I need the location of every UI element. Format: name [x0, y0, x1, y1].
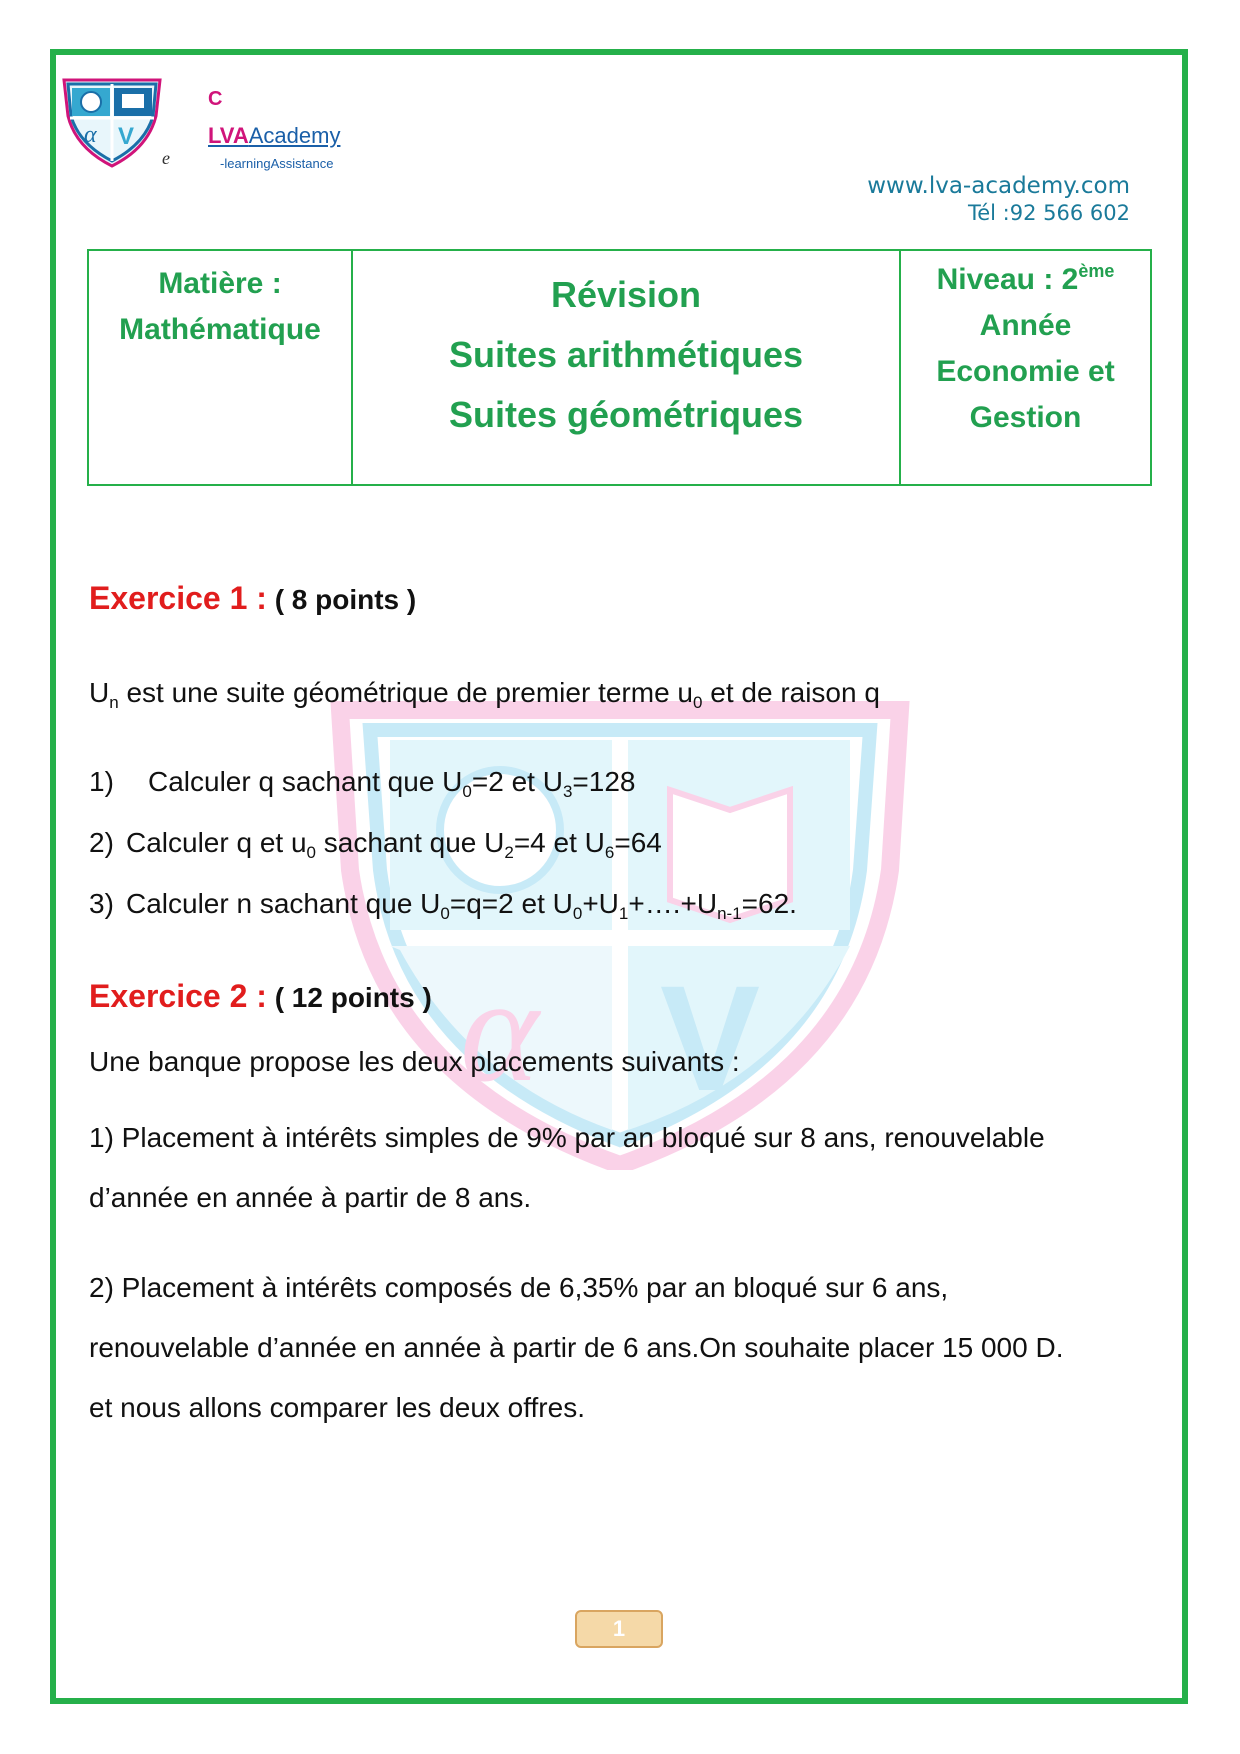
page-number-badge: 1	[575, 1610, 663, 1648]
svg-text:α: α	[84, 122, 97, 148]
text-run: Calculer q et u	[126, 827, 307, 858]
exercise-2-title: Exercice 2 :	[89, 978, 267, 1014]
exercise-2-p2-line-1: 2) Placement à intérêts composés de 6,35% par an bloqué sur 6 ans,	[89, 1272, 949, 1303]
subscript: 1	[618, 904, 629, 923]
exercise-2-p2-line-3: et nous allons comparer les deux offres.	[89, 1392, 585, 1423]
exercise-1-question-2	[89, 827, 662, 862]
contact-block	[867, 173, 1130, 225]
subscript: 0	[440, 904, 450, 923]
subscript: 6	[604, 843, 615, 862]
subscript: 2	[504, 843, 514, 862]
exercise-1-question-1	[89, 766, 636, 801]
text-run: =64	[614, 827, 662, 858]
title-cell	[353, 251, 901, 484]
logo-name	[208, 123, 340, 149]
subscript: 3	[562, 782, 573, 801]
exercise-2-intro: Une banque propose les deux placements suivants :	[89, 1046, 740, 1077]
exercise-2-p1-line-2: d’année en année à partir de 8 ans.	[89, 1182, 532, 1213]
phone-number: Tél :92 566 602	[967, 201, 1130, 225]
logo-name-bold: LVA	[208, 123, 249, 148]
subscript: 0	[572, 904, 583, 923]
exercise-2-heading	[89, 978, 432, 1015]
logo-name-rest: Academy	[248, 123, 341, 148]
title-line-2: Suites arithmétiques	[448, 334, 804, 375]
level-sup: ème	[1078, 261, 1115, 281]
website-link[interactable]: www.lva-academy.com	[867, 173, 1130, 199]
level-line-4: Gestion	[969, 401, 1082, 434]
question-number: 3)	[89, 888, 114, 919]
subscript: 0	[462, 782, 472, 801]
text-run: =2 et U	[471, 766, 563, 797]
text-run: Calculer n sachant que U	[126, 888, 441, 919]
subscript: 0	[306, 843, 317, 862]
logo-letter-c: C	[208, 88, 223, 110]
level-label-text: Niveau : 2	[936, 263, 1079, 296]
question-number: 2)	[89, 827, 114, 858]
logo-letter-e: e	[162, 148, 170, 168]
text-run: Calculer q sachant que U	[148, 766, 463, 797]
text-run: =q=2 et U	[449, 888, 573, 919]
svg-text:V: V	[118, 123, 135, 150]
exercise-1-question-3	[89, 888, 797, 923]
subscript: 0	[693, 693, 703, 712]
question-number: 1)	[89, 766, 114, 797]
exercise-2-p1-line-1: 1) Placement à intérêts simples de 9% par an bloqué sur 8 ans, renouvelable	[89, 1122, 1045, 1153]
exercise-1-title: Exercice 1 :	[89, 580, 267, 616]
title-line-1: Révision	[550, 274, 702, 315]
title-line-3: Suites géométriques	[448, 394, 804, 435]
subscript: n	[109, 693, 119, 712]
subject-value: Mathématique	[119, 313, 321, 346]
text-run: +….+U	[628, 888, 718, 919]
subject-label: Matière :	[158, 267, 282, 300]
subject-cell	[89, 251, 353, 484]
logo-tagline: -learningAssistance	[220, 156, 334, 171]
text-run: +U	[582, 888, 619, 919]
text-run: U	[89, 677, 110, 708]
level-label	[901, 257, 1150, 303]
text-run: =4 et U	[513, 827, 605, 858]
exercise-1-points: ( 8 points )	[274, 584, 417, 615]
exercise-2-p2-line-2: renouvelable d’année en année à partir de 6 ans.On souhaite placer 15 000 D.	[89, 1332, 1064, 1363]
lva-academy-logo	[58, 76, 166, 168]
level-cell	[901, 251, 1150, 484]
subscript: n-1	[717, 904, 742, 923]
exercise-1-intro	[89, 677, 880, 712]
exercise-2-points: ( 12 points )	[274, 982, 432, 1013]
text-run: sachant que U	[316, 827, 505, 858]
level-line-2: Année	[979, 309, 1072, 342]
header-table	[87, 249, 1152, 486]
exercise-1-heading	[89, 580, 416, 617]
svg-text:V: V	[660, 954, 761, 1122]
text-run: =128	[572, 766, 636, 797]
level-line-3: Economie et	[936, 355, 1115, 388]
text-run: est une suite géométrique de premier terme u	[118, 677, 694, 708]
text-run: =62.	[741, 888, 797, 919]
text-run: et de raison q	[702, 677, 880, 708]
svg-text:α: α	[460, 947, 539, 1113]
